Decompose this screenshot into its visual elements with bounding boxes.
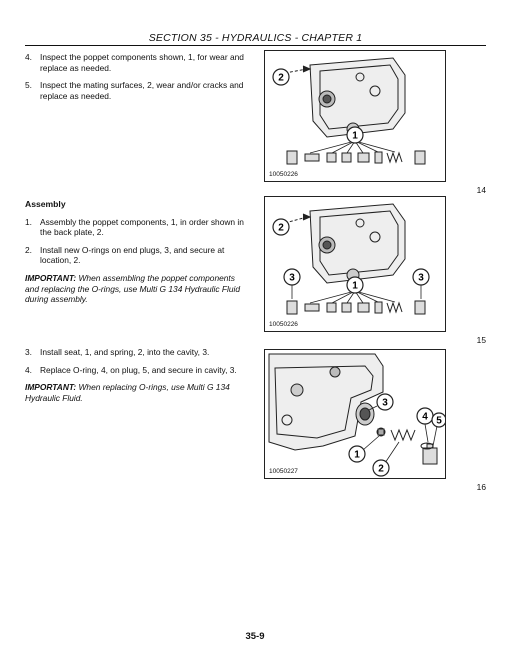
callout: 3	[289, 272, 295, 284]
figure-number: 15	[476, 335, 486, 345]
callout: 2	[278, 72, 284, 84]
page-number: 35-9	[245, 631, 265, 642]
important-label: IMPORTANT:	[25, 272, 77, 283]
important-text: When assembling the poppet components and replacing the O-rings, use Multi G 134 Hydraulic Fluid during assembly.	[25, 272, 241, 305]
figure-poppet-components	[264, 50, 446, 182]
assembly-illustration	[265, 197, 445, 331]
step-text: Assembly the poppet components, 1, in order shown in the back plate, 2.	[40, 216, 244, 238]
callout: 1	[352, 130, 358, 142]
callout: 3	[418, 272, 424, 284]
important-note	[25, 382, 247, 403]
poppet-illustration	[265, 51, 445, 181]
important-text: When replacing O-rings, use Multi G 134 Hydraulic Fluid.	[25, 382, 230, 403]
callout: 1	[354, 449, 360, 461]
step-text: Install new O-rings on end plugs, 3, and secure at location, 2.	[40, 244, 225, 266]
figure-number: 14	[476, 185, 486, 195]
install-steps	[25, 347, 247, 410]
section-header: SECTION 35 - HYDRAULICS - CHAPTER 1	[148, 32, 363, 44]
important-note	[25, 273, 247, 305]
figure-id: 10050226	[269, 321, 298, 328]
callout: 2	[278, 222, 284, 234]
step-number: 5.	[25, 80, 32, 91]
step-number: 3.	[25, 347, 32, 357]
important-label: IMPORTANT:	[25, 382, 77, 393]
callout: 2	[378, 463, 384, 475]
callout: 3	[382, 397, 388, 409]
seat-spring-illustration	[265, 350, 445, 478]
step-number: 1.	[25, 216, 32, 227]
step-text: Install seat, 1, and spring, 2, into the cavity, 3.	[40, 347, 210, 357]
section-heading: Assembly	[25, 199, 66, 209]
figure-assembly	[264, 196, 446, 332]
list-item	[25, 245, 247, 266]
figure-number: 16	[476, 482, 486, 492]
callout: 5	[436, 415, 442, 427]
list-item	[25, 347, 247, 358]
figure-id: 10050227	[269, 468, 298, 475]
step-number: 4.	[25, 364, 32, 375]
list-item	[25, 365, 247, 376]
header-rule	[25, 45, 486, 46]
callout: 4	[422, 411, 428, 423]
list-item	[25, 217, 247, 238]
list-item	[25, 80, 247, 101]
step-text: Replace O-ring, 4, on plug, 5, and secure in cavity, 3.	[40, 364, 237, 375]
step-number: 4.	[25, 52, 32, 62]
inspection-steps	[25, 52, 247, 108]
step-text: Inspect the mating surfaces, 2, wear and/or cracks and replace as needed.	[40, 80, 244, 101]
step-number: 2.	[25, 244, 32, 255]
step-text: Inspect the poppet components shown, 1, for wear and replace as needed.	[40, 52, 244, 73]
list-item	[25, 52, 247, 73]
callout: 1	[352, 280, 358, 292]
assembly-steps	[25, 199, 247, 312]
figure-seat-spring-plug	[264, 349, 446, 479]
figure-id: 10050226	[269, 171, 298, 178]
